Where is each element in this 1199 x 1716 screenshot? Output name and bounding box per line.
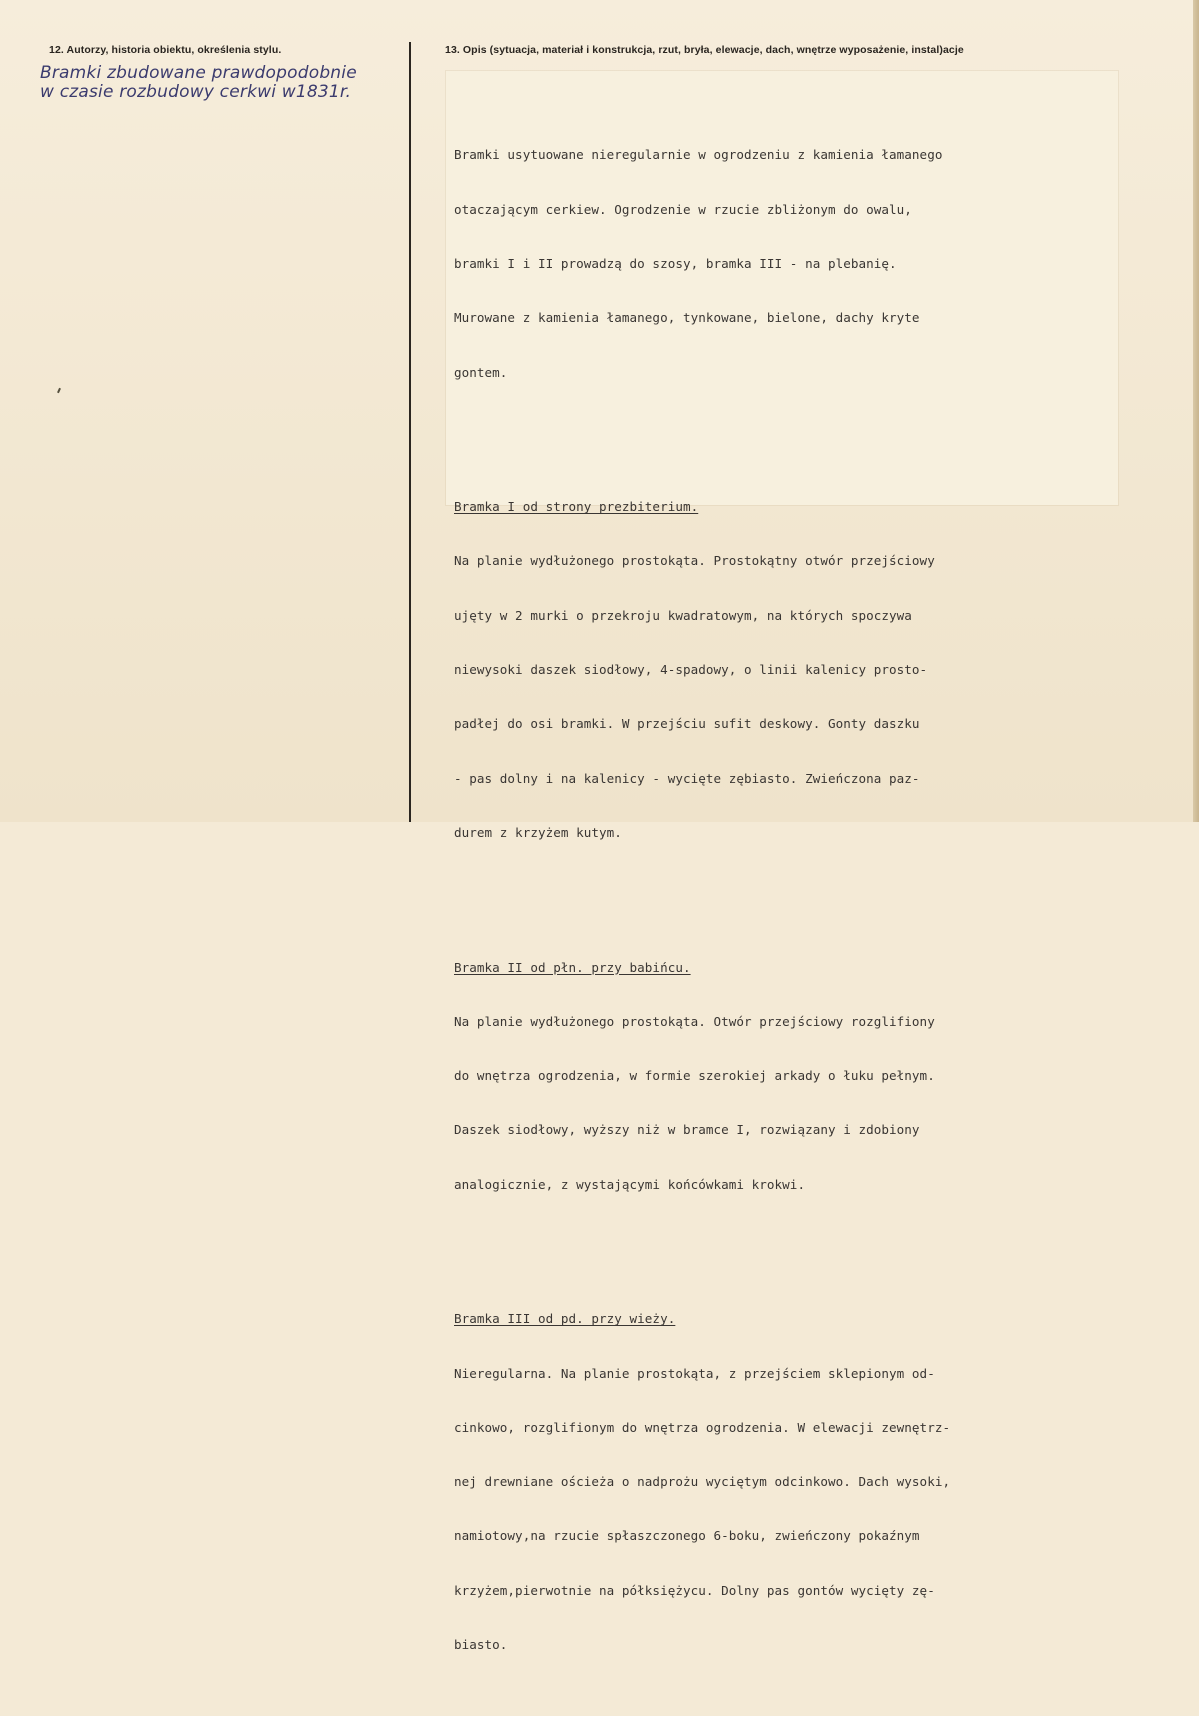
text-line: nej drewniane ościeża o nadprożu wyciętym odcinkowo. Dach wysoki,: [454, 1474, 951, 1490]
gate-3-heading: Bramka III od pd. przy wieży.: [454, 1311, 676, 1327]
gate-2-heading: Bramka II od płn. przy babińcu.: [454, 959, 691, 975]
typed-description: [454, 74, 1118, 1716]
paper-edge: [1193, 0, 1199, 822]
text-line: durem z krzyżem kutym.: [454, 824, 622, 840]
gate-1-paragraph: [454, 462, 1118, 878]
text-line: namiotowy,na rzucie spłaszczonego 6-boku, zwieńczony pokaźnym: [454, 1528, 920, 1544]
text-line: biasto.: [454, 1636, 508, 1652]
text-line: cinkowo, rozglifionym do wnętrza ogrodzenia. W elewacji zewnętrz-: [454, 1419, 951, 1435]
column-divider: [409, 42, 411, 822]
gate-2-paragraph: [454, 922, 1118, 1230]
handwritten-line: Bramki zbudowane prawdopodobnie: [40, 63, 357, 83]
text-line: Murowane z kamienia łamanego, tynkowane, bielone, dachy kryte: [454, 310, 920, 326]
section-13-header: 13. Opis (sytuacja, materiał i konstrukcja, rzut, bryła, elewacje, dach, wnętrze wyposażenie, instal)acje: [445, 44, 964, 56]
gate-3-paragraph: [454, 1274, 1118, 1690]
text-line: analogicznie, z wystającymi końcówkami krokwi.: [454, 1176, 806, 1192]
text-line: Bramki usytuowane nieregularnie w ogrodzeniu z kamienia łamanego: [454, 147, 943, 163]
section-12-header: 12. Autorzy, historia obiektu, określenia stylu.: [49, 44, 282, 56]
text-line: - pas dolny i na kalenicy - wycięte zębiasto. Zwieńczona paz-: [454, 770, 920, 786]
text-line: ujęty w 2 murki o przekroju kwadratowym, na których spoczywa: [454, 607, 912, 623]
text-line: niewysoki daszek siodłowy, 4-spadowy, o linii kalenicy prosto-: [454, 662, 928, 677]
text-line: Na planie wydłużonego prostokąta. Otwór przejściowy rozglifiony: [454, 1013, 935, 1029]
text-line: Daszek siodłowy, wyższy niż w bramce I, rozwiązany i zdobiony: [454, 1122, 920, 1138]
handwritten-note: [40, 64, 400, 102]
text-line: padłej do osi bramki. W przejściu sufit deskowy. Gonty daszku: [454, 716, 920, 732]
text-line: Na planie wydłużonego prostokąta. Prostokątny otwór przejściowy: [454, 553, 935, 569]
intro-paragraph: [454, 110, 1118, 418]
text-line: Nieregularna. Na planie prostokąta, z przejściem sklepionym od-: [454, 1365, 935, 1381]
text-line: otaczającym cerkiew. Ogrodzenie w rzucie zbliżonym do owalu,: [454, 201, 912, 217]
text-line: krzyżem,pierwotnie na półksiężycu. Dolny pas gontów wycięty zę-: [454, 1582, 935, 1598]
gate-1-heading: Bramka I od strony prezbiterium.: [454, 499, 699, 515]
text-line: gontem.: [454, 364, 508, 380]
handwritten-line: w czasie rozbudowy cerkwi w1831r.: [40, 82, 352, 102]
text-line: bramki I i II prowadzą do szosy, bramka III - na plebanię.: [454, 255, 897, 271]
text-line: do wnętrza ogrodzenia, w formie szerokiej arkady o łuku pełnym.: [454, 1068, 935, 1084]
